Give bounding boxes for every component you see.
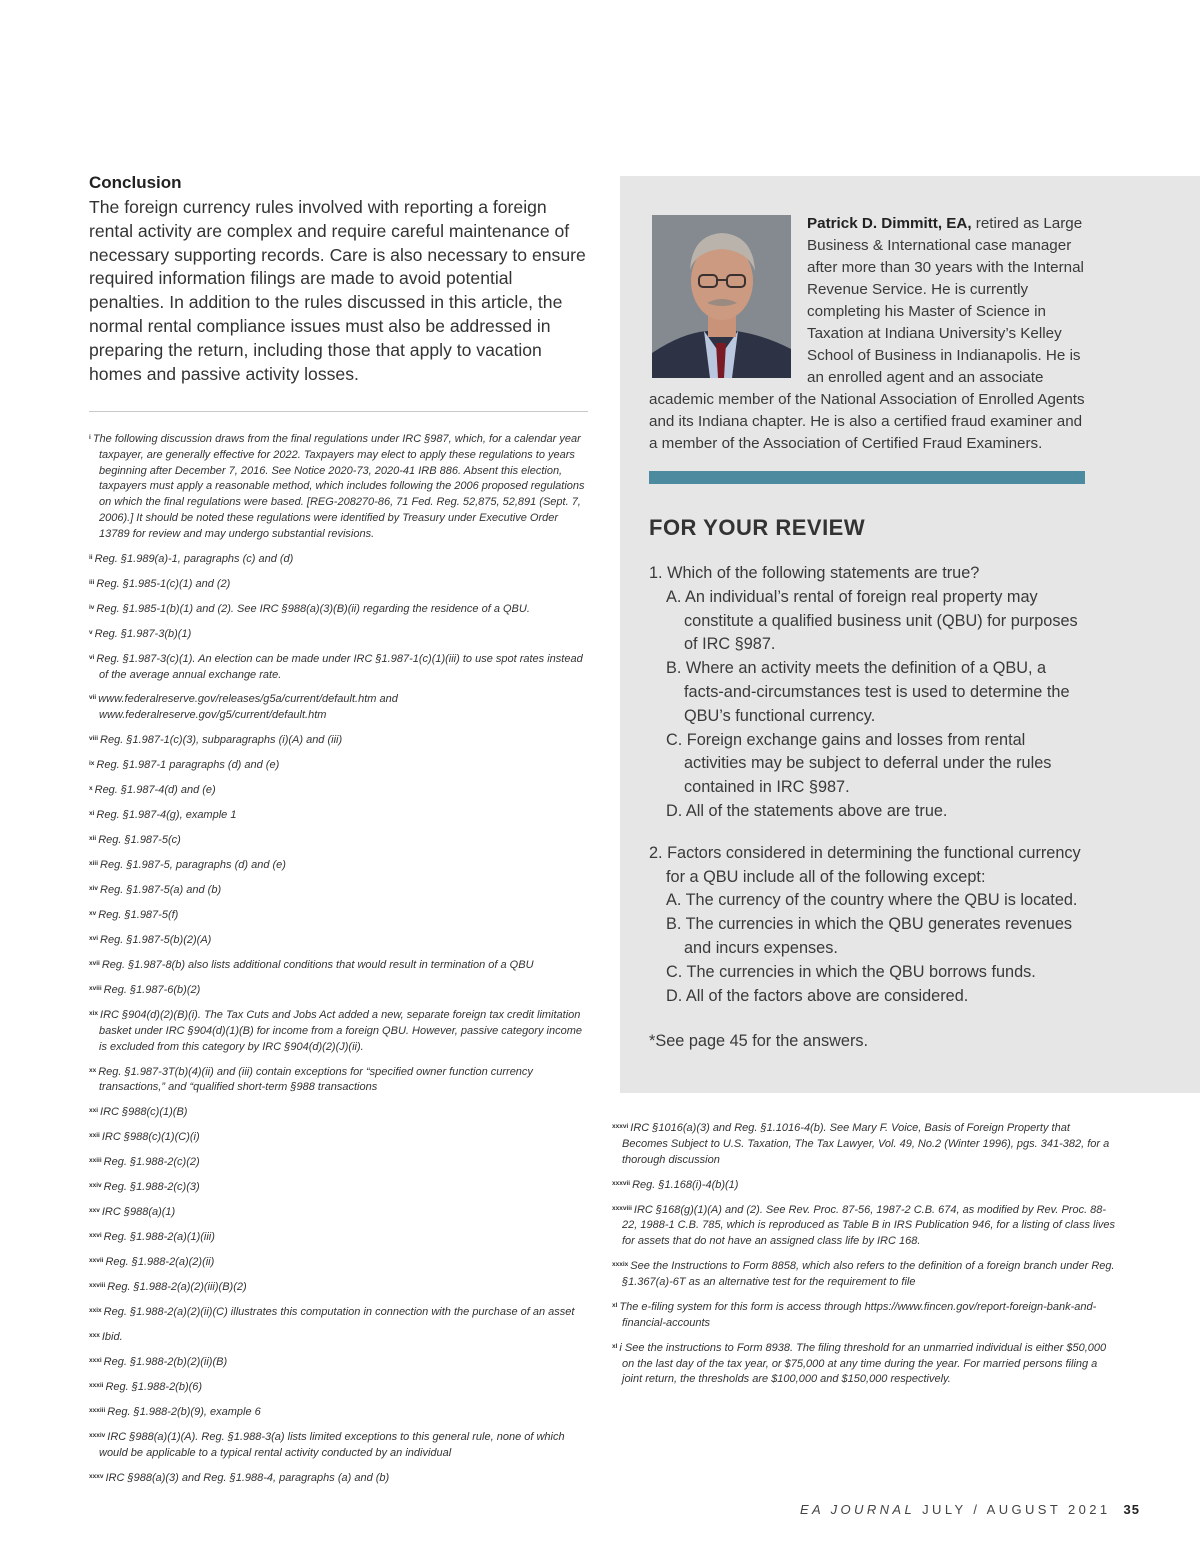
endnote-text: Reg. §1.987-1 paragraphs (d) and (e) <box>96 759 280 772</box>
endnote <box>89 1253 591 1271</box>
endnote <box>89 1153 591 1171</box>
issue-date: JULY / AUGUST 2021 <box>922 1502 1111 1517</box>
page-number: 35 <box>1123 1502 1140 1517</box>
endnote-marker: xxxi <box>89 1357 102 1365</box>
endnote-marker: xii <box>89 835 97 843</box>
endnote-text: Reg. §1.988-2(a)(1)(iii) <box>103 1231 215 1244</box>
endnote <box>89 1428 591 1462</box>
endnote-marker: x <box>89 785 93 793</box>
endnote-marker: xiii <box>89 860 99 868</box>
endnote-text: IRC §988(c)(1)(B) <box>100 1106 188 1119</box>
endnote <box>89 1228 591 1246</box>
endnote-text: The e-filing system for this form is access through https://www.fincen.gov/report-foreign-bank-and-financial-accounts <box>619 1300 1097 1329</box>
endnote-text: Reg. §1.988-2(a)(2)(iii)(B)(2) <box>107 1281 247 1294</box>
conclusion-heading: Conclusion <box>89 173 182 192</box>
endnote <box>612 1119 1117 1168</box>
endnote <box>89 1178 591 1196</box>
endnote-text: IRC §1016(a)(3) and Reg. §1.1016-4(b). See Mary F. Voice, Basis of Foreign Property that Becomes Subject to U.S. Taxation, The Tax Lawyer, Vol. 49, No.2 (Winter 1996), pgs. 341-382, for a thorough discussion <box>622 1122 1110 1166</box>
endnote-text: Reg. §1.987-4(g), example 1 <box>96 809 237 822</box>
answer-option: D. All of the statements above are true. <box>666 801 948 820</box>
endnote-text: Reg. §1.985-1(b)(1) and (2). See IRC §988(a)(3)(B)(ii) regarding the residence of a QBU. <box>96 602 530 615</box>
endnote <box>612 1339 1117 1388</box>
endnote <box>89 756 591 774</box>
endnote <box>89 831 591 849</box>
endnote <box>89 575 591 593</box>
endnote-marker: xxvi <box>89 1232 102 1240</box>
endnote-text: Reg. §1.988-2(b)(9), example 6 <box>107 1406 261 1419</box>
answer-option: C. Foreign exchange gains and losses from rental activities may be subject to deferral under the rules contained in IRC §987. <box>666 730 1052 797</box>
endnote <box>89 430 591 543</box>
endnote-text: Reg. §1.987-3(c)(1). An election can be made under IRC §1.987-1(c)(1)(iii) to use spot rates instead of the average annual exchange rate. <box>96 652 583 681</box>
endnote-text: Reg. §1.988-2(a)(2)(ii) <box>105 1256 215 1269</box>
answers-note: *See page 45 for the answers. <box>649 1032 869 1050</box>
answer-option: A. The currency of the country where the QBU is located. <box>666 891 1078 910</box>
endnote-marker: iii <box>89 578 95 586</box>
endnote <box>89 650 591 684</box>
endnotes-left-column <box>89 430 591 1494</box>
endnote <box>89 600 591 618</box>
endnote-marker: xviii <box>89 985 102 993</box>
endnote-text: See the Instructions to Form 8858, which also refers to the definition of a foreign branch under Reg. §1.367(a)-6T as an alternative test for the requirement to file <box>622 1260 1115 1288</box>
endnote-marker: vii <box>89 694 97 702</box>
endnote <box>89 1303 591 1321</box>
answer-option: C. The currencies in which the QBU borrows funds. <box>666 962 1036 981</box>
endnote <box>89 856 591 874</box>
endnote-marker: ix <box>89 760 95 768</box>
endnote <box>89 1203 591 1221</box>
endnote <box>612 1298 1117 1332</box>
endnote-marker: xl <box>612 1301 618 1309</box>
endnote-text: Reg. §1.988-2(a)(2)(ii)(C) illustrates this computation in connection with the purchase of an asset <box>103 1306 575 1319</box>
endnote-text: Reg. §1.988-2(c)(3) <box>103 1181 200 1194</box>
endnote <box>89 1006 591 1055</box>
endnote <box>89 731 591 749</box>
endnote-marker: v <box>89 628 93 636</box>
endnote-marker: xxix <box>89 1307 102 1315</box>
endnote <box>89 1063 591 1097</box>
endnote <box>89 906 591 924</box>
endnote <box>89 690 591 724</box>
endnote-text: Reg. §1.985-1(c)(1) and (2) <box>96 577 231 590</box>
endnote-text: IRC §904(d)(2)(B)(i). The Tax Cuts and Jobs Act added a new, separate foreign tax credit limitation basket under IRC §904(d)(1)(B) for income from a foreign QBU. However, passive category income is excluded from this category by IRC §904(d)(2)(J)(ii). <box>99 1009 582 1053</box>
endnote-marker: xxii <box>89 1132 100 1140</box>
endnote-marker: ii <box>89 553 93 561</box>
endnote-text: IRC §988(c)(1)(C)(i) <box>101 1131 200 1144</box>
answer-option: B. Where an activity meets the definition of a QBU, a facts-and-circumstances test is used to determine the QBU’s functional currency. <box>666 659 1070 725</box>
endnote-marker: xxxvii <box>612 1179 631 1187</box>
endnote-marker: xxxiv <box>89 1432 106 1440</box>
answer-option: B. The currencies in which the QBU generates revenues and incurs expenses. <box>666 915 1073 957</box>
endnote-text: www.federalreserve.gov/releases/g5a/current/default.htm and www.federalreserve.gov/g5/current/default.htm <box>98 693 398 722</box>
endnote <box>612 1176 1117 1194</box>
endnote-text: IRC §988(a)(1)(A). Reg. §1.988-3(a) lists limited exceptions to this general rule, none of which would be applicable to a typical rental activity conducted by an individual <box>99 1431 565 1460</box>
endnote <box>89 781 591 799</box>
page-footer <box>800 1502 1140 1517</box>
endnotes-right-column <box>612 1119 1117 1395</box>
endnote-text: Reg. §1.987-3T(b)(4)(ii) and (iii) contain exceptions for “specified owner function currency transactions,” and “qualified short-term §988 transactions <box>98 1065 533 1094</box>
endnote-marker: xxxv <box>89 1473 104 1481</box>
question-text: 2. Factors considered in determining the functional currency for a QBU include all of the following except: <box>649 843 1081 886</box>
endnote-text: Reg. §1.988-2(c)(2) <box>103 1156 200 1169</box>
endnote-marker: xxxiii <box>89 1407 106 1415</box>
endnote <box>89 1128 591 1146</box>
question-1 <box>649 562 1089 824</box>
accent-bar <box>649 471 1085 484</box>
endnote-marker: xl <box>612 1342 618 1350</box>
endnote <box>89 1103 591 1121</box>
sidebar-panel <box>620 176 1200 1093</box>
endnote-text: Reg. §1.988-2(b)(6) <box>105 1381 203 1394</box>
question-text: 1. Which of the following statements are true? <box>649 564 980 582</box>
endnote-text: Reg. §1.987-5, paragraphs (d) and (e) <box>100 859 286 872</box>
endnote-marker: iv <box>89 603 95 611</box>
endnote <box>89 1378 591 1396</box>
endnote-text: Reg. §1.987-8(b) also lists additional conditions that would result in termination of a QBU <box>101 959 534 972</box>
endnote <box>89 1353 591 1371</box>
endnote-marker: xxiv <box>89 1182 102 1190</box>
endnote-text: Reg. §1.988-2(b)(2)(ii)(B) <box>103 1356 228 1369</box>
endnote-text: Reg. §1.987-3(b)(1) <box>94 627 192 640</box>
endnote-marker: xiv <box>89 885 99 893</box>
endnote <box>89 550 591 568</box>
endnote-marker: xxx <box>89 1332 100 1340</box>
endnote-text: The following discussion draws from the final regulations under IRC §987, which, for a calendar year taxpayer, are generally effective for 2022. Taxpayers may elect to apply these regulations to years beginning after December 7, 2016. See Notice 2020-73, 2020-41 IRB 886. Absent this election, taxpayers must apply a reasonable method, which includes following the 2006 proposed regulations on which the final regulations were based. [REG-208270-86, 71 Fed. Reg. 52,875, 52,891 (Sept. 7, 2006).] It should be noted these regulations were identified by Treasury under Executive Order 13789 for review and may undergo substantial revisions. <box>92 433 585 540</box>
endnote-text: Reg. §1.987-1(c)(3), subparagraphs (i)(A) and (iii) <box>100 734 343 747</box>
endnote <box>89 881 591 899</box>
endnote-marker: xxxii <box>89 1382 104 1390</box>
endnote <box>89 806 591 824</box>
endnote-marker: xxxix <box>612 1261 629 1269</box>
endnote <box>89 1469 591 1487</box>
endnote-marker: xv <box>89 910 97 918</box>
author-name: Patrick D. Dimmitt, EA, <box>807 215 972 232</box>
endnote-text: i See the instructions to Form 8938. The filing threshold for an unmarried individual is either $50,000 on the last day of the tax year, or $75,000 at any time during the year. For married persons filing a joint return, the thresholds are $100,000 and $150,000 respectively. <box>619 1341 1107 1386</box>
endnote-text: IRC §988(a)(1) <box>101 1206 176 1219</box>
endnote-text: Reg. §1.987-4(d) and (e) <box>94 784 216 797</box>
endnote-marker: xi <box>89 810 95 818</box>
answer-option: D. All of the factors above are considered. <box>666 986 969 1005</box>
endnote <box>612 1257 1117 1291</box>
endnote-text: Reg. §1.987-5(c) <box>98 834 181 847</box>
endnote-marker: xxi <box>89 1107 99 1115</box>
endnote-marker: xxiii <box>89 1157 102 1165</box>
journal-name: EA JOURNAL <box>799 1502 916 1517</box>
endnote-marker: vi <box>89 653 95 661</box>
endnote <box>89 956 591 974</box>
endnote-text: Reg. §1.989(a)-1, paragraphs (c) and (d) <box>94 552 294 565</box>
endnote-text: Ibid. <box>101 1331 123 1344</box>
conclusion-section <box>89 172 589 386</box>
endnote-text: Reg. §1.987-6(b)(2) <box>103 984 201 997</box>
endnote <box>612 1201 1117 1250</box>
review-questions <box>649 562 1089 1008</box>
endnote <box>89 625 591 643</box>
endnote-marker: xvii <box>89 960 100 968</box>
endnote <box>89 1328 591 1346</box>
endnote-marker: viii <box>89 735 99 743</box>
question-2 <box>649 842 1089 1009</box>
endnote-marker: xxvii <box>89 1257 104 1265</box>
endnote-marker: xix <box>89 1010 99 1018</box>
endnote-text: IRC §988(a)(3) and Reg. §1.988-4, paragraphs (a) and (b) <box>105 1472 390 1485</box>
endnote-text: Reg. §1.987-5(a) and (b) <box>100 884 222 897</box>
answer-option: A. An individual’s rental of foreign real property may constitute a qualified business unit (QBU) for purposes of IRC §987. <box>666 587 1078 654</box>
endnote-text: Reg. §1.987-5(f) <box>98 909 179 922</box>
endnote <box>89 1403 591 1421</box>
endnote <box>89 1278 591 1296</box>
endnote-marker: xx <box>89 1066 97 1074</box>
endnote <box>89 981 591 999</box>
review-title: FOR YOUR REVIEW <box>649 515 866 540</box>
endnote-text: IRC §168(g)(1)(A) and (2). See Rev. Proc. 87-56, 1987-2 C.B. 674, as modified by Rev. Proc. 88-22, 1988-1 C.B. 785, which is reproduced as Table B in IRS Publication 946, for a listing of class lives for assets that do not have an assigned class life by IRC 168. <box>622 1203 1116 1248</box>
endnote-marker: xxv <box>89 1207 100 1215</box>
endnote <box>89 931 591 949</box>
endnotes-divider <box>89 411 588 412</box>
endnote-text: Reg. §1.987-5(b)(2)(A) <box>100 934 212 947</box>
endnote-marker: xvi <box>89 935 99 943</box>
endnote-marker: xxviii <box>89 1282 106 1290</box>
author-bio <box>649 213 1089 455</box>
endnote-marker: xxxviii <box>612 1204 632 1212</box>
endnote-marker: i <box>89 434 91 441</box>
conclusion-body: The foreign currency rules involved with reporting a foreign rental activity are complex and require careful maintenance of necessary supporting records. Care is also necessary to ensure required information filings are made to avoid potential penalties. In addition to the rules discussed in this article, the normal rental compliance issues must also be addressed in preparing the return, including those that apply to vacation homes and passive activity losses. <box>89 197 586 384</box>
endnote-text: Reg. §1.168(i)-4(b)(1) <box>632 1178 739 1191</box>
endnote-marker: xxxvi <box>612 1123 629 1130</box>
author-bio-text: retired as Large Business & International case manager after more than 30 years with the Internal Revenue Service. He is currently completing his Master of Science in Taxation at Indiana University’s Kelley School of Business in Indianapolis. He is an enrolled agent and an associate academic member of the National Association of Enrolled Agents and its Indiana chapter. He is also a certified fraud examiner and a member of the Association of Certified Fraud Examiners. <box>649 215 1085 452</box>
